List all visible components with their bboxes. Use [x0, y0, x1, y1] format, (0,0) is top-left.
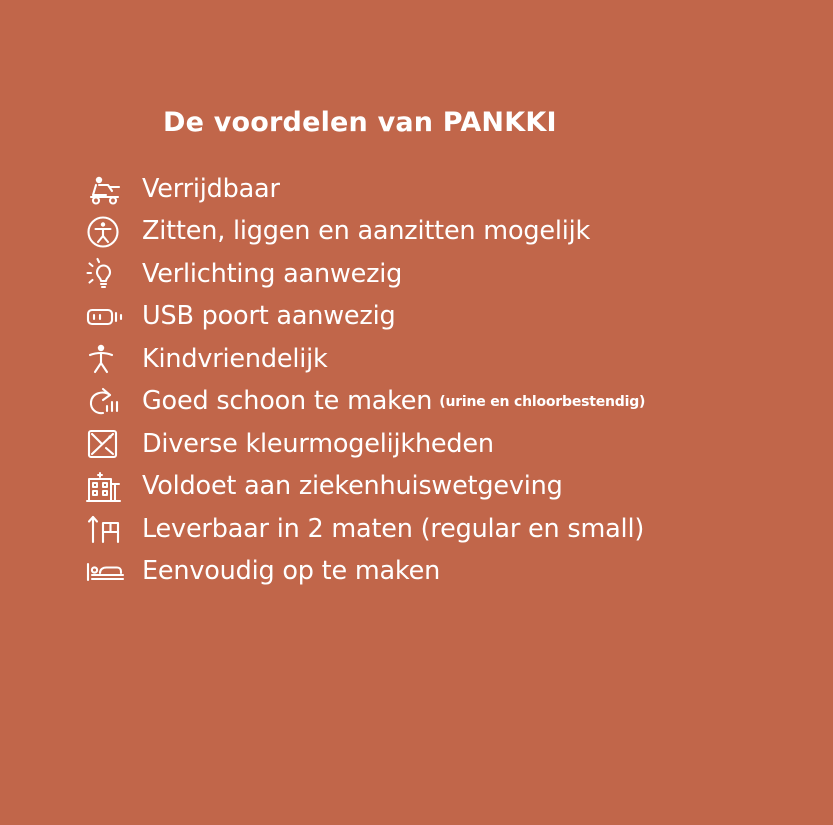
list-item [82, 381, 782, 424]
list-item [82, 423, 782, 466]
child-friendly-icon [82, 340, 142, 378]
list-item-label: Verlichting aanwezig [142, 258, 403, 289]
list-item-label: Verrijdbaar [142, 173, 280, 204]
light-bulb-icon [82, 255, 142, 293]
list-item [82, 508, 782, 551]
accessibility-person-icon [82, 213, 142, 251]
list-item-label: Eenvoudig op te maken [142, 556, 441, 586]
list-item [82, 296, 782, 339]
list-item-note: (urine en chloorbestendig) [439, 393, 646, 410]
list-item-label: Leverbaar in 2 maten (regular en small) [142, 513, 645, 544]
list-item-label: USB poort aanwezig [142, 301, 396, 331]
hospital-building-icon [82, 468, 142, 506]
page-title: De voordelen van PANKKI [163, 107, 557, 138]
list-item-label: Diverse kleurmogelijkheden [142, 428, 494, 459]
wheeled-bed-icon [82, 170, 142, 208]
list-item [82, 253, 782, 296]
list-item [82, 338, 782, 381]
list-item-label: Zitten, liggen en aanzitten mogelijk [142, 216, 591, 246]
usb-port-icon [82, 298, 142, 336]
list-item [82, 466, 782, 509]
benefits-list [82, 168, 782, 593]
bed-make-icon [82, 553, 142, 591]
list-item-label: Goed schoon te maken [142, 386, 433, 416]
list-item-label: Kindvriendelijk [142, 343, 328, 374]
color-palette-brush-icon [82, 425, 142, 463]
list-item [82, 551, 782, 594]
list-item-label: Voldoet aan ziekenhuiswetgeving [142, 471, 563, 501]
list-item [82, 211, 782, 254]
spray-clean-icon [82, 383, 142, 421]
list-item [82, 168, 782, 211]
size-arrow-icon [82, 510, 142, 548]
